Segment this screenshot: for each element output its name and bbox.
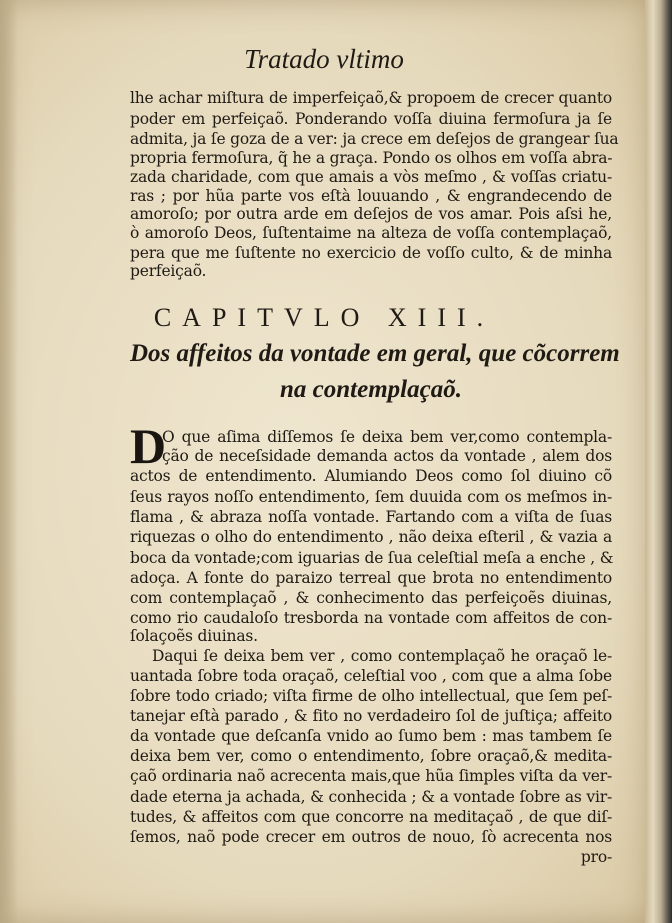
text-line: tanejar eſtà parado , & fito no verdadeiro ſol de juſtiça; affeito: [130, 707, 612, 725]
text-line: ò amoroſo Deos, ſuſtentaime na alteza de voſſa contemplaçaõ,: [130, 224, 612, 242]
page-edges: [645, 0, 672, 923]
text-line: perfeiçaõ.: [130, 262, 207, 280]
text-line: ſolaçoẽs diuinas.: [130, 627, 258, 645]
text-line: da vontade que deſcanſa vnido ao ſumo bem : mas tambem ſe: [130, 727, 612, 745]
text-line: pera que me ſuſtente no exercicio de voſſo culto, & de minha: [130, 244, 612, 262]
chapter-title-line-2: na contemplaçaõ.: [280, 376, 462, 403]
drop-cap: D: [130, 418, 167, 474]
text-line: uantada ſobre toda oraçaõ, celeſtial voo , com que a alma ſobe: [130, 667, 612, 685]
text-line: como rio caudaloſo tresborda na vontade com affeitos de con-: [130, 609, 612, 627]
text-line: boca da vontade;com iguarias de ſua celeſtial meſa a enche , &: [130, 549, 614, 567]
text-line: propria fermoſura, q̃ he a graça. Pondo os olhos em voſſa abra-: [130, 149, 613, 167]
text-line: ção de neceſsidade demanda actos da vontade , alem dos: [162, 447, 612, 465]
text-line: riquezas o olho do entendimento , não deixa eſteril , & vazia a: [130, 528, 612, 546]
page-gutter: [0, 0, 18, 923]
text-line: dade eterna ja achada, & conhecida ; & a vontade ſobre as vir-: [130, 788, 612, 806]
chapter-heading: CAPITVLO XIII.: [153, 303, 495, 332]
text-line: ras ; por hũa parte vos eſtà louuando , & engrandecendo de: [130, 187, 612, 205]
text-line: tudes, & affeitos com que concorre na meditaçaõ , de que diſ-: [130, 808, 612, 826]
text-line: Daqui ſe deixa bem ver , como contemplaçaõ he oraçaõ le-: [152, 647, 612, 665]
text-line: actos de entendimento. Alumiando Deos como ſol diuino cõ: [130, 467, 612, 485]
catchword: pro-: [580, 848, 612, 866]
text-line: amoroſo; por outra arde em deſejos de vos amar. Pois aſsi he,: [130, 205, 612, 223]
text-line: zada charidade, com que amais a vòs meſmo , & voſſas criatu-: [130, 168, 612, 186]
text-line: ſeus rayos noſſo entendimento, ſem duuida com os meſmos in-: [130, 488, 612, 506]
text-line: çaõ ordinaria naõ acrecenta mais,que hũa ſimples viſta da ver-: [130, 767, 612, 785]
text-line: flama , & abraza noſſa vontade. Fartando com a viſta de ſuas: [130, 508, 612, 526]
text-line: lhe achar miſtura de imperfeiçaõ,& propoem de crecer quanto: [130, 89, 612, 107]
text-line: O que aſima diſſemos ſe deixa bem ver,como contempla-: [162, 428, 612, 446]
chapter-title-line-1: Dos affeitos da vontade em geral, que cõcorrem: [130, 340, 620, 367]
running-head: Tratado vltimo: [244, 44, 404, 74]
text-line: admita, ja ſe goza de a ver: ja crece em deſejos de grangear ſua: [130, 130, 619, 148]
text-line: ſobre todo criado; viſta firme de olho intellectual, que ſem peſ-: [130, 687, 612, 705]
text-line: adoça. A fonte do paraizo terreal que brota no entendimento: [130, 569, 612, 587]
text-line: deixa bem ver, como o entendimento, ſobre oraçaõ,& medita-: [130, 747, 612, 765]
text-line: com contemplaçaõ , & conhecimento das perfeiçoẽs diuinas,: [130, 589, 612, 607]
text-line: ſemos, naõ pode crecer em outros de nouo, ſò acrecenta nos: [130, 828, 612, 846]
text-line: poder em perfeiçaõ. Ponderando voſſa diuina fermoſura ja ſe: [130, 110, 612, 128]
